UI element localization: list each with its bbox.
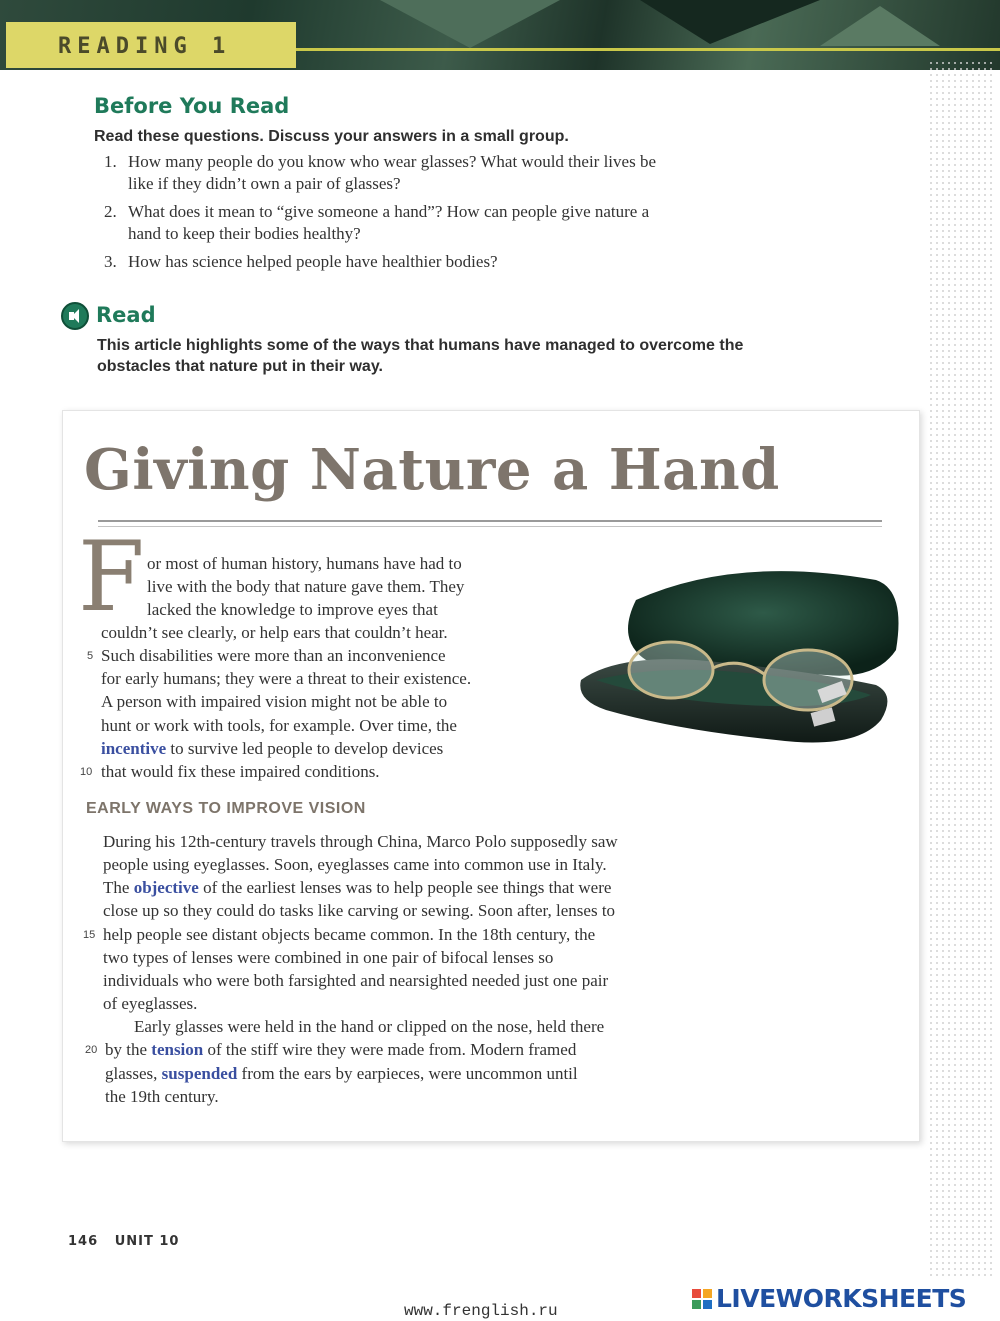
article-line: live with the body that nature gave them. They (147, 577, 465, 596)
article-line (105, 1064, 578, 1084)
question-text: What does it mean to “give someone a hand”? How can people give nature a (128, 202, 650, 221)
article-line: for early humans; they were a threat to their existence. (101, 669, 472, 688)
banner-decoration (380, 0, 560, 48)
article-line: or most of human history, humans have had to (147, 554, 462, 573)
line-number: 15 (83, 929, 96, 941)
line-number: 5 (87, 650, 94, 662)
audio-play-icon[interactable] (61, 302, 89, 330)
question-text: How has science helped people have healthier bodies? (128, 252, 498, 271)
vocab-word[interactable]: suspended (161, 1064, 238, 1083)
section-subheading: EARLY WAYS TO IMPROVE VISION (86, 800, 366, 817)
article-line: of eyeglasses. (103, 994, 198, 1013)
question-number: 2. (104, 202, 117, 221)
article-line: Such disabilities were more than an inconvenience (101, 646, 446, 665)
section-tab (6, 22, 296, 68)
question-text: like if they didn’t own a pair of glasses? (128, 174, 401, 193)
vocab-word[interactable]: incentive (101, 739, 167, 758)
article-title: Giving Nature a Hand (84, 437, 780, 503)
vocab-word[interactable]: objective (133, 878, 199, 897)
line-number: 20 (85, 1044, 98, 1056)
article-line: A person with impaired vision might not be able to (101, 692, 448, 711)
before-you-read-heading: Before You Read (94, 94, 290, 118)
article-text: of the earliest lenses was to help people see things that were (203, 878, 612, 897)
question-number: 1. (104, 152, 117, 171)
article-line: hunt or work with tools, for example. Over time, the (101, 716, 457, 735)
title-rule (98, 520, 882, 527)
banner-decoration (820, 6, 940, 46)
article-line: lacked the knowledge to improve eyes that (147, 600, 438, 619)
article-text: to survive led people to develop devices (170, 739, 444, 758)
article-line: the 19th century. (105, 1087, 219, 1106)
page-number-label: 146 UNIT 10 (68, 1234, 180, 1249)
article-line (101, 739, 443, 759)
article-text: of the stiff wire they were made from. Modern framed (207, 1040, 577, 1059)
article-text: by the (105, 1040, 148, 1059)
article-line: that would fix these impaired conditions. (101, 762, 380, 781)
website-url[interactable]: www.frenglish.ru (404, 1302, 558, 1320)
banner-decoration (640, 0, 820, 44)
article-line: During his 12th-century travels through China, Marco Polo supposedly saw (103, 832, 618, 851)
logo-grid-icon (692, 1289, 712, 1309)
margin-dot-pattern (928, 60, 992, 1280)
question-text: hand to keep their bodies healthy? (128, 224, 361, 243)
article-text: glasses, (105, 1064, 158, 1083)
brand-name: LIVEWORKSHEETS (716, 1284, 967, 1313)
read-heading: Read (96, 303, 156, 327)
before-you-read-instruction: Read these questions. Discuss your answers in a small group. (94, 128, 569, 145)
question-text: How many people do you know who wear glasses? What would their lives be (128, 152, 656, 171)
article-line: individuals who were both farsighted and nearsighted needed just one pair (103, 971, 609, 990)
drop-cap: F (78, 521, 145, 633)
vocab-word[interactable]: tension (151, 1040, 204, 1059)
article-line: two types of lenses were combined in one pair of bifocal lenses so (103, 948, 554, 967)
article-line: close up so they could do tasks like carving or sewing. Soon after, lenses to (103, 901, 616, 920)
article-line: people using eyeglasses. Soon, eyeglasses came into common use in Italy. (103, 855, 607, 874)
liveworksheets-logo[interactable] (692, 1284, 966, 1313)
article-line: help people see distant objects became common. In the 18th century, the (103, 925, 596, 944)
question-number: 3. (104, 252, 117, 271)
line-number: 10 (80, 766, 93, 778)
question-2 (104, 201, 794, 245)
article-line (103, 878, 611, 898)
article-line (105, 1040, 576, 1060)
article-line: Early glasses were held in the hand or clipped on the nose, held there (134, 1017, 605, 1036)
question-3 (104, 251, 794, 273)
section-label: READING 1 (58, 34, 232, 59)
eyeglasses-case-photo (576, 560, 906, 760)
article-text: from the ears by earpieces, were uncommon until (241, 1064, 578, 1083)
question-1 (104, 151, 794, 195)
read-intro-line: obstacles that nature put in their way. (97, 358, 383, 375)
read-intro-line: This article highlights some of the ways that humans have managed to overcome the (97, 337, 744, 354)
banner-stripe (290, 48, 1000, 51)
article-line: couldn’t see clearly, or help ears that couldn’t hear. (101, 623, 448, 642)
article-text: The (103, 878, 130, 897)
